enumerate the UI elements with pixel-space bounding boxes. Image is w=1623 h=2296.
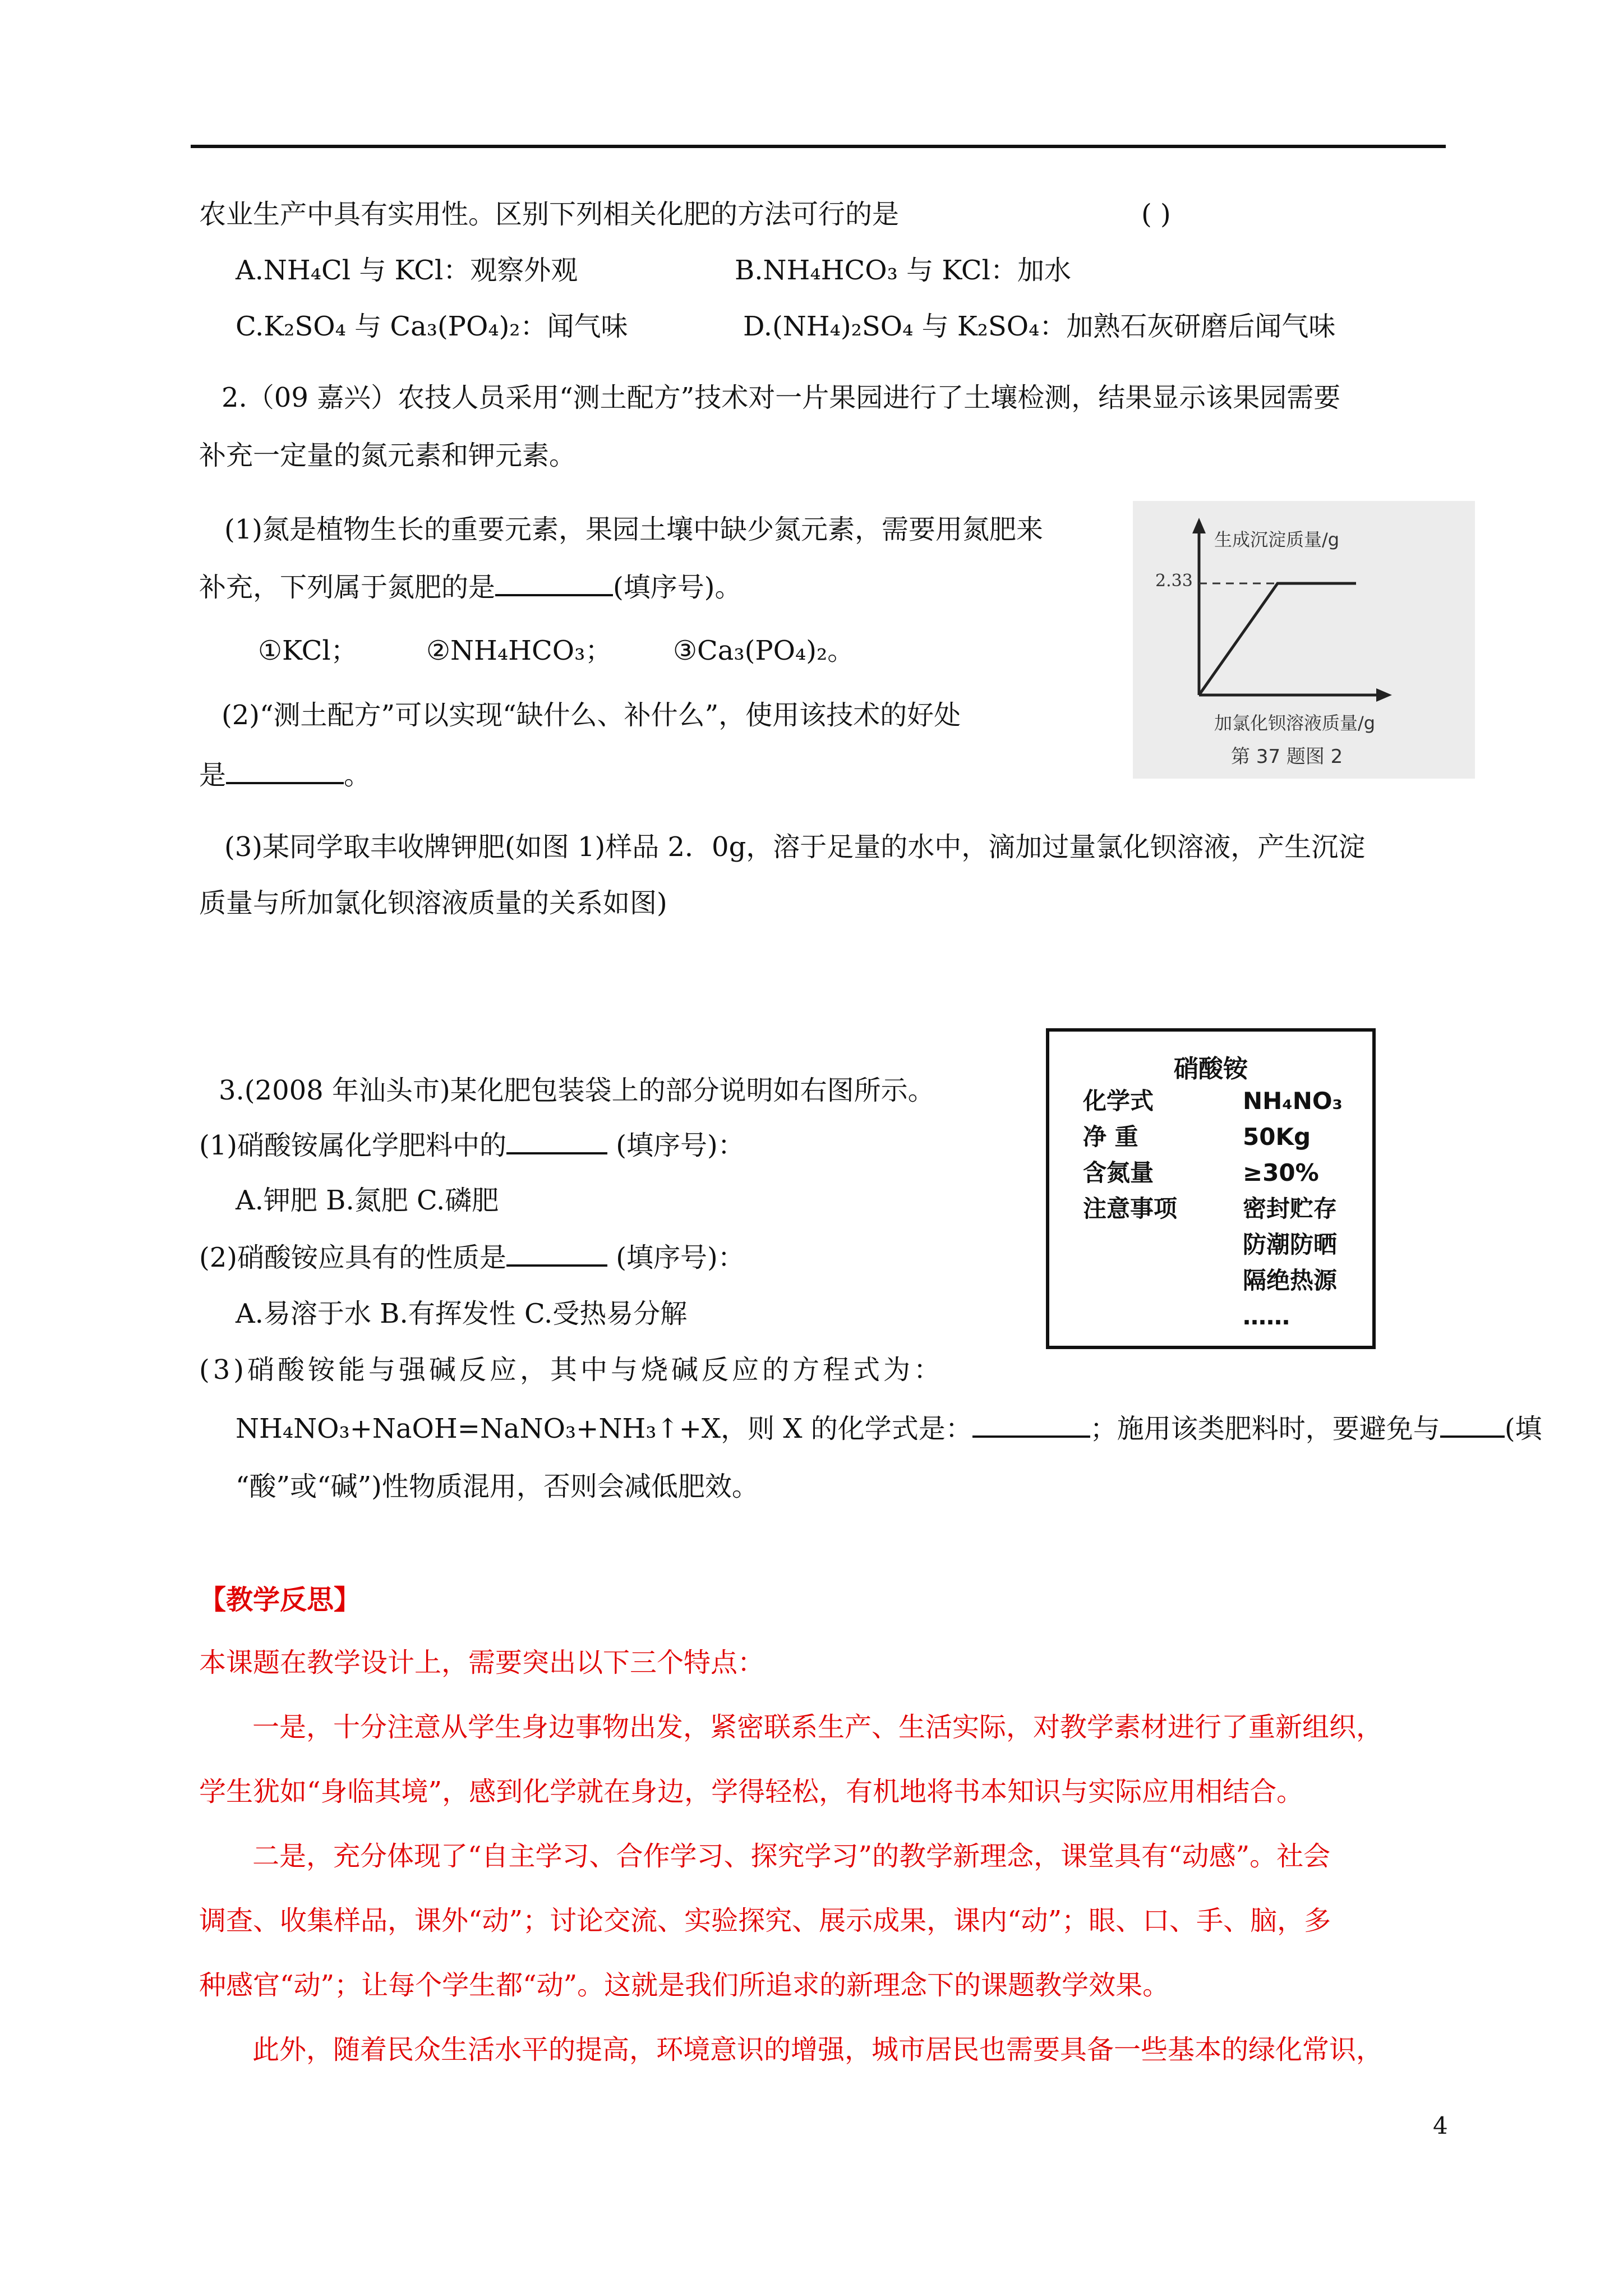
reflection-line: 种感官“动”；让每个学生都“动”。这就是我们所追求的新理念下的课题教学效果。 [199,1970,1170,2001]
q2-line1: 2.（09 嘉兴）农技人员采用“测土配方”技术对一片果园进行了土壤检测，结果显示该果园需要 [222,382,1341,413]
q3-part1 [199,1128,745,1163]
label-key: 含氮量 [1083,1159,1154,1186]
label-value: 防潮防晒 [1243,1231,1338,1258]
q3-part3-line1: (3)硝酸铵能与强碱反应，其中与烧碱反应的方程式为： [199,1354,944,1386]
y-tick-label: 2.33 [1155,571,1193,591]
precipitate-chart [1133,501,1475,779]
q2-opt-2: ②NH₄HCO₃； [426,635,612,666]
label-value: 50Kg [1243,1123,1311,1151]
intro-line: 农业生产中具有实用性。区别下列相关化肥的方法可行的是 [199,199,900,230]
label-value: 密封贮存 [1243,1195,1338,1222]
reflection-heading: 【教学反思】 [199,1584,361,1616]
label-keys [1083,1083,1177,1227]
reflection-line: 学生犹如“身临其境”，感到化学就在身边，学得轻松，有机地将书本知识与实际应用相结合。 [199,1776,1304,1807]
answer-blank[interactable] [506,1128,607,1154]
option-b: B.NH₄HCO₃ 与 KCl：加水 [735,255,1071,286]
header-rule [191,145,1446,148]
precipitate-chart-figure [1133,501,1475,779]
q2-part3-line1: (3)某同学取丰收牌钾肥(如图 1)样品 2．0g，溶于足量的水中，滴加过量氯化钡溶液，产生沉淀 [224,831,1366,863]
q3-part2-suffix: (填序号)： [607,1242,745,1273]
figure-caption: 第 37 题图 2 [1231,746,1343,768]
reflection-line: 二是，充分体现了“自主学习、合作学习、探究学习”的教学新理念，课堂具有“动感”。社会 [252,1841,1331,1872]
q2-part1-text: 补充，下列属于氮肥的是 [199,572,496,603]
q3-equation: NH₄NO₃+NaOH=NaNO₃+NH₃↑+X，则 X 的化学式是： [236,1413,972,1444]
option-c: C.K₂SO₄ 与 Ca₃(PO₄)₂：闻气味 [236,311,628,342]
q2-part3-line2: 质量与所加氯化钡溶液质量的关系如图) [199,887,667,919]
q2-part2-suffix: 。 [344,760,371,791]
q2-part1-suffix: (填序号)。 [613,572,742,603]
y-axis-arrow [1192,518,1206,533]
option-d: D.(NH₄)₂SO₄ 与 K₂SO₄：加熟石灰研磨后闻气味 [743,311,1336,342]
q2-part2-line2 [199,757,371,793]
reflection-line: 此外，随着民众生活水平的提高，环境意识的增强，城市居民也需要具备一些基本的绿化常识， [252,2034,1384,2065]
q2-line2: 补充一定量的氮元素和钾元素。 [199,440,577,471]
q3-part1-text: (1)硝酸铵属化学肥料中的 [199,1130,506,1161]
q3-part1-suffix: (填序号)： [607,1130,745,1161]
q2-part2-line1: (2)“测土配方”可以实现“缺什么、补什么”，使用该技术的好处 [222,700,961,731]
x-axis-arrow [1376,688,1392,702]
page-number: 4 [1433,2112,1448,2139]
q3-part3-line2 [236,1411,1542,1447]
reflection-line: 一是，十分注意从学生身边事物出发，紧密联系生产、生活实际，对教学素材进行了重新组织， [252,1711,1384,1743]
label-value: ≥30% [1243,1159,1319,1186]
q2-opt-3: ③Ca₃(PO₄)₂。 [673,635,855,666]
answer-blank[interactable] [1440,1411,1505,1438]
q2-part1-line2 [199,569,741,605]
reflection-line: 调查、收集样品，课外“动”；讨论交流、实验探究、展示成果，课内“动”；眼、口、手、脑，多 [199,1905,1331,1936]
answer-blank[interactable] [495,569,613,596]
label-value: 隔绝热源 [1243,1267,1338,1294]
y-axis-label: 生成沉淀质量/g [1214,529,1340,550]
q3-line1: 3.(2008 年汕头市)某化肥包装袋上的部分说明如右图所示。 [219,1075,935,1106]
q3-part3-tail: (填 [1504,1413,1542,1444]
answer-blank[interactable] [506,1240,607,1267]
label-key: 化学式 [1083,1087,1154,1115]
reflection-line: 本课题在教学设计上，需要突出以下三个特点： [199,1647,765,1678]
answer-blank[interactable] [972,1411,1090,1438]
answer-blank[interactable] [226,757,344,784]
option-a: A.NH₄Cl 与 KCl：观察外观 [236,255,578,286]
q3-part2 [199,1240,745,1276]
answer-paren: ( ) [1141,199,1171,230]
q3-part1-options: A.钾肥 B.氮肥 C.磷肥 [236,1185,499,1216]
x-axis-label: 加氯化钡溶液质量/g [1214,712,1376,734]
q3-part3-middle: ；施用该类肥料时，要避免与 [1090,1413,1440,1444]
label-title: 硝酸铵 [1174,1055,1248,1083]
label-key: 注意事项 [1083,1195,1178,1222]
series-line [1199,583,1356,695]
label-value: NH₄NO₃ [1243,1087,1343,1115]
q3-part2-text: (2)硝酸铵应具有的性质是 [199,1242,506,1273]
q2-part1-line1: (1)氮是植物生长的重要元素，果园土壤中缺少氮元素，需要用氮肥来 [224,514,1043,545]
q3-part3-line3: “酸”或“碱”)性物质混用，否则会减低肥效。 [236,1471,759,1502]
q3-part2-options: A.易溶于水 B.有挥发性 C.受热易分解 [236,1298,688,1329]
q2-opt-1: ①KCl； [258,635,358,666]
q2-part2-text: 是 [199,760,227,791]
fertilizer-label-box [1046,1028,1376,1349]
label-key: 净 重 [1083,1123,1138,1151]
label-dots: …… [1243,1303,1290,1330]
label-values [1243,1083,1343,1335]
